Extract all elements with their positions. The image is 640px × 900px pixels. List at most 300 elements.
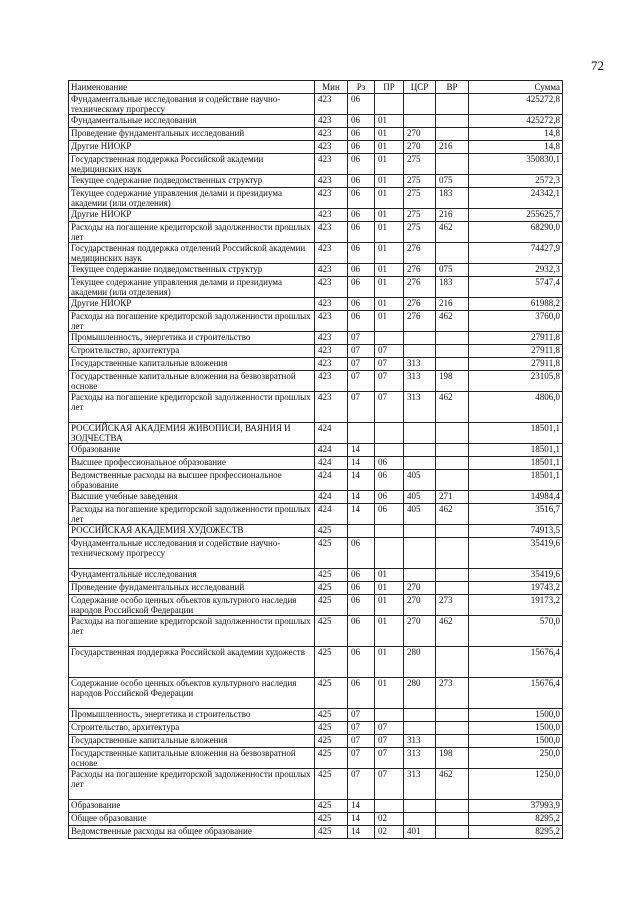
cell-csr [404, 115, 436, 128]
table-row [69, 748, 563, 769]
cell-pr: 07 [375, 748, 404, 769]
cell-rz: 06 [348, 175, 375, 188]
cell-vr [436, 444, 469, 457]
table-row [69, 188, 563, 209]
cell-vr: 273 [436, 678, 469, 709]
cell-sum: 19743,2 [469, 582, 563, 595]
cell-min: 425 [315, 595, 348, 616]
cell-name: Фундаментальные исследования [69, 569, 315, 582]
cell-vr: 462 [436, 392, 469, 423]
cell-sum: 2572,3 [469, 175, 563, 188]
cell-csr: 276 [404, 298, 436, 311]
table-row [69, 277, 563, 298]
table-row [69, 470, 563, 491]
cell-name: Расходы на погашение кредиторской задолженности прошлых лет [69, 311, 315, 332]
cell-rz: 14 [348, 813, 375, 826]
cell-min: 423 [315, 332, 348, 345]
cell-csr: 270 [404, 128, 436, 141]
cell-rz: 06 [348, 311, 375, 332]
cell-csr: 280 [404, 647, 436, 678]
cell-pr [375, 444, 404, 457]
cell-name: Государственные капитальные вложения [69, 735, 315, 748]
header-vr: ВР [436, 81, 469, 94]
cell-rz: 07 [348, 735, 375, 748]
cell-rz: 06 [348, 678, 375, 709]
cell-csr: 313 [404, 735, 436, 748]
cell-csr [404, 444, 436, 457]
cell-min: 423 [315, 371, 348, 392]
cell-min: 423 [315, 115, 348, 128]
cell-sum: 8295,2 [469, 826, 563, 839]
cell-pr: 01 [375, 188, 404, 209]
cell-min: 425 [315, 813, 348, 826]
cell-name: Другие НИОКР [69, 141, 315, 154]
cell-sum: 74427,9 [469, 243, 563, 264]
table-row [69, 209, 563, 222]
cell-rz: 14 [348, 491, 375, 504]
cell-sum: 1250,0 [469, 769, 563, 800]
cell-csr: 405 [404, 470, 436, 491]
cell-pr: 07 [375, 371, 404, 392]
cell-name: Расходы на погашение кредиторской задолженности прошлых лет [69, 616, 315, 647]
table-row [69, 358, 563, 371]
cell-sum: 1500,0 [469, 709, 563, 722]
cell-csr: 313 [404, 769, 436, 800]
cell-min: 423 [315, 311, 348, 332]
cell-name: Общее образование [69, 813, 315, 826]
cell-sum: 5747,4 [469, 277, 563, 298]
cell-name: Образование [69, 444, 315, 457]
cell-csr: 275 [404, 222, 436, 243]
cell-csr: 280 [404, 678, 436, 709]
cell-csr: 276 [404, 277, 436, 298]
cell-sum: 14,8 [469, 141, 563, 154]
cell-csr [404, 332, 436, 345]
table-row [69, 504, 563, 525]
table-row [69, 582, 563, 595]
table-row [69, 115, 563, 128]
cell-csr [404, 457, 436, 470]
cell-sum: 3760,0 [469, 311, 563, 332]
cell-vr [436, 332, 469, 345]
table-row [69, 311, 563, 332]
cell-min: 425 [315, 538, 348, 569]
table-row [69, 332, 563, 345]
cell-min: 425 [315, 769, 348, 800]
table-row [69, 264, 563, 277]
header-rz: Рз [348, 81, 375, 94]
cell-sum: 1500,0 [469, 735, 563, 748]
cell-min: 423 [315, 345, 348, 358]
table-row [69, 94, 563, 115]
table-row [69, 392, 563, 423]
cell-pr: 06 [375, 491, 404, 504]
cell-rz: 14 [348, 457, 375, 470]
cell-min: 425 [315, 735, 348, 748]
cell-csr [404, 94, 436, 115]
cell-sum: 15676,4 [469, 647, 563, 678]
table-row [69, 595, 563, 616]
cell-sum: 27911,8 [469, 332, 563, 345]
cell-pr: 01 [375, 128, 404, 141]
cell-pr: 01 [375, 616, 404, 647]
cell-pr: 01 [375, 141, 404, 154]
cell-name: Расходы на погашение кредиторской задолженности прошлых лет [69, 392, 315, 423]
cell-min: 425 [315, 722, 348, 735]
cell-vr: 198 [436, 748, 469, 769]
cell-min: 423 [315, 358, 348, 371]
cell-sum: 37993,9 [469, 800, 563, 813]
cell-min: 424 [315, 491, 348, 504]
cell-rz: 06 [348, 222, 375, 243]
cell-sum: 1500,0 [469, 722, 563, 735]
cell-vr: 462 [436, 504, 469, 525]
cell-name: Промышленность, энергетика и строительство [69, 332, 315, 345]
cell-name: Ведомственные расходы на общее образование [69, 826, 315, 839]
table-row [69, 813, 563, 826]
cell-csr: 313 [404, 392, 436, 423]
cell-rz: 06 [348, 264, 375, 277]
cell-name: Государственные капитальные вложения [69, 358, 315, 371]
cell-rz [348, 525, 375, 538]
table-row [69, 345, 563, 358]
cell-sum: 68290,0 [469, 222, 563, 243]
cell-vr: 216 [436, 298, 469, 311]
cell-name: Проведение фундаментальных исследований [69, 128, 315, 141]
cell-sum: 24342,1 [469, 188, 563, 209]
cell-pr: 01 [375, 569, 404, 582]
cell-rz: 07 [348, 769, 375, 800]
cell-csr: 275 [404, 154, 436, 175]
table-row [69, 800, 563, 813]
cell-pr: 01 [375, 582, 404, 595]
cell-sum: 350830,1 [469, 154, 563, 175]
cell-min: 424 [315, 470, 348, 491]
cell-pr [375, 800, 404, 813]
cell-rz: 07 [348, 392, 375, 423]
table-row [69, 491, 563, 504]
cell-vr: 075 [436, 264, 469, 277]
header-csr: ЦСР [404, 81, 436, 94]
cell-csr [404, 813, 436, 826]
cell-sum: 14,8 [469, 128, 563, 141]
cell-sum: 2932,3 [469, 264, 563, 277]
table-row [69, 457, 563, 470]
table-row [69, 128, 563, 141]
cell-name: Государственные капитальные вложения на безвозвратной основе [69, 748, 315, 769]
cell-sum: 18501,1 [469, 470, 563, 491]
table-row [69, 423, 563, 444]
cell-sum: 4806,0 [469, 392, 563, 423]
cell-pr [375, 709, 404, 722]
cell-sum: 14984,4 [469, 491, 563, 504]
cell-pr: 01 [375, 298, 404, 311]
cell-vr: 462 [436, 311, 469, 332]
table-body [69, 94, 563, 839]
header-name: Наименование [69, 81, 315, 94]
cell-name: Содержание особо ценных объектов культурного наследия народов Российской Федерации [69, 595, 315, 616]
cell-min: 425 [315, 616, 348, 647]
cell-rz: 06 [348, 569, 375, 582]
cell-name: Образование [69, 800, 315, 813]
cell-name: Содержание особо ценных объектов культурного наследия народов Российской Федерации [69, 678, 315, 709]
cell-rz [348, 423, 375, 444]
cell-sum: 8295,2 [469, 813, 563, 826]
cell-rz: 14 [348, 444, 375, 457]
cell-pr: 07 [375, 769, 404, 800]
cell-rz: 07 [348, 358, 375, 371]
cell-sum: 425272,8 [469, 94, 563, 115]
cell-vr: 216 [436, 141, 469, 154]
cell-csr [404, 800, 436, 813]
cell-name: Проведение фундаментальных исследований [69, 582, 315, 595]
cell-pr: 07 [375, 392, 404, 423]
table-row [69, 222, 563, 243]
table-row [69, 175, 563, 188]
cell-vr: 462 [436, 222, 469, 243]
cell-vr: 183 [436, 188, 469, 209]
cell-min: 425 [315, 709, 348, 722]
cell-min: 425 [315, 748, 348, 769]
cell-csr: 270 [404, 141, 436, 154]
cell-pr: 01 [375, 678, 404, 709]
cell-name: Фундаментальные исследования и содействие научно-техническому прогрессу [69, 538, 315, 569]
cell-vr [436, 582, 469, 595]
cell-csr: 275 [404, 209, 436, 222]
cell-vr: 271 [436, 491, 469, 504]
table-row [69, 525, 563, 538]
cell-min: 424 [315, 423, 348, 444]
cell-min: 423 [315, 222, 348, 243]
cell-pr: 01 [375, 311, 404, 332]
table-row [69, 722, 563, 735]
cell-name: Расходы на погашение кредиторской задолженности прошлых лет [69, 222, 315, 243]
cell-name: Высшее профессиональное образование [69, 457, 315, 470]
table-row [69, 709, 563, 722]
cell-vr [436, 154, 469, 175]
cell-rz: 06 [348, 243, 375, 264]
cell-rz: 07 [348, 332, 375, 345]
cell-rz: 07 [348, 709, 375, 722]
cell-sum: 250,0 [469, 748, 563, 769]
cell-sum: 27911,8 [469, 345, 563, 358]
cell-csr: 313 [404, 748, 436, 769]
cell-csr: 405 [404, 491, 436, 504]
cell-min: 425 [315, 678, 348, 709]
cell-pr: 01 [375, 647, 404, 678]
table-row [69, 826, 563, 839]
cell-name: Строительство, архитектура [69, 722, 315, 735]
header-sum: Сумма [469, 81, 563, 94]
cell-rz: 06 [348, 298, 375, 311]
cell-name: Текущее содержание подведомственных структур [69, 264, 315, 277]
cell-pr: 01 [375, 115, 404, 128]
cell-vr [436, 243, 469, 264]
cell-min: 423 [315, 94, 348, 115]
cell-rz: 14 [348, 504, 375, 525]
cell-pr [375, 423, 404, 444]
cell-min: 425 [315, 647, 348, 678]
cell-rz: 06 [348, 538, 375, 569]
cell-csr: 313 [404, 358, 436, 371]
cell-pr: 01 [375, 595, 404, 616]
table-row [69, 141, 563, 154]
table-row [69, 243, 563, 264]
cell-sum: 18501,1 [469, 457, 563, 470]
cell-rz: 06 [348, 115, 375, 128]
cell-name: РОССИЙСКАЯ АКАДЕМИЯ ЖИВОПИСИ, ВАЯНИЯ И ЗОДЧЕСТВА [69, 423, 315, 444]
cell-vr [436, 94, 469, 115]
cell-pr: 07 [375, 358, 404, 371]
cell-vr [436, 569, 469, 582]
cell-csr: 270 [404, 595, 436, 616]
table-row [69, 769, 563, 800]
cell-min: 423 [315, 154, 348, 175]
cell-name: Фундаментальные исследования и содействие научно-техническому прогрессу [69, 94, 315, 115]
cell-name: Другие НИОКР [69, 209, 315, 222]
cell-csr: 276 [404, 311, 436, 332]
cell-name: Высшие учебные заведения [69, 491, 315, 504]
cell-csr [404, 538, 436, 569]
cell-csr: 313 [404, 371, 436, 392]
cell-min: 423 [315, 392, 348, 423]
cell-pr: 02 [375, 813, 404, 826]
cell-pr [375, 538, 404, 569]
cell-csr [404, 423, 436, 444]
table-row [69, 569, 563, 582]
cell-pr: 01 [375, 243, 404, 264]
cell-pr: 06 [375, 470, 404, 491]
cell-rz: 07 [348, 345, 375, 358]
cell-min: 423 [315, 175, 348, 188]
cell-name: Текущее содержание управления делами и президиума академии (или отделения) [69, 277, 315, 298]
cell-rz: 06 [348, 188, 375, 209]
cell-pr: 07 [375, 345, 404, 358]
cell-min: 423 [315, 209, 348, 222]
cell-csr: 275 [404, 188, 436, 209]
table-row [69, 538, 563, 569]
cell-name: Государственная поддержка Российской академии художеств [69, 647, 315, 678]
cell-sum: 61988,2 [469, 298, 563, 311]
cell-pr: 01 [375, 209, 404, 222]
cell-name: Государственная поддержка отделений Российской академии медицинских наук [69, 243, 315, 264]
cell-name: РОССИЙСКАЯ АКАДЕМИЯ ХУДОЖЕСТВ [69, 525, 315, 538]
cell-name: Расходы на погашение кредиторской задолженности прошлых лет [69, 504, 315, 525]
cell-rz: 07 [348, 371, 375, 392]
cell-rz: 06 [348, 209, 375, 222]
cell-vr: 462 [436, 616, 469, 647]
cell-name: Текущее содержание подведомственных структур [69, 175, 315, 188]
cell-csr: 270 [404, 616, 436, 647]
header-min: Мин [315, 81, 348, 94]
table-header-row [69, 81, 563, 94]
cell-vr [436, 722, 469, 735]
cell-csr: 276 [404, 243, 436, 264]
cell-pr: 06 [375, 504, 404, 525]
cell-rz: 06 [348, 582, 375, 595]
cell-rz: 06 [348, 154, 375, 175]
cell-csr: 270 [404, 582, 436, 595]
cell-min: 423 [315, 298, 348, 311]
cell-min: 424 [315, 504, 348, 525]
table-row [69, 154, 563, 175]
cell-sum: 23105,8 [469, 371, 563, 392]
cell-min: 423 [315, 243, 348, 264]
cell-name: Строительство, архитектура [69, 345, 315, 358]
cell-min: 424 [315, 457, 348, 470]
cell-min: 424 [315, 444, 348, 457]
cell-csr [404, 345, 436, 358]
cell-csr: 405 [404, 504, 436, 525]
cell-vr [436, 470, 469, 491]
cell-sum: 15676,4 [469, 678, 563, 709]
cell-vr [436, 115, 469, 128]
cell-vr [436, 538, 469, 569]
table-row [69, 647, 563, 678]
cell-rz: 07 [348, 722, 375, 735]
cell-min: 423 [315, 128, 348, 141]
cell-vr [436, 709, 469, 722]
cell-min: 423 [315, 188, 348, 209]
table-row [69, 735, 563, 748]
cell-pr: 01 [375, 264, 404, 277]
cell-min: 425 [315, 800, 348, 813]
cell-sum: 255625,7 [469, 209, 563, 222]
table-row [69, 371, 563, 392]
cell-vr [436, 345, 469, 358]
cell-sum: 74913,5 [469, 525, 563, 538]
cell-pr [375, 94, 404, 115]
cell-pr: 01 [375, 277, 404, 298]
cell-csr: 276 [404, 264, 436, 277]
cell-vr [436, 423, 469, 444]
cell-pr: 01 [375, 154, 404, 175]
cell-min: 423 [315, 264, 348, 277]
cell-min: 425 [315, 569, 348, 582]
cell-rz: 06 [348, 277, 375, 298]
table-row [69, 444, 563, 457]
cell-csr [404, 709, 436, 722]
cell-name: Государственная поддержка Российской академии медицинских наук [69, 154, 315, 175]
cell-pr [375, 332, 404, 345]
cell-name: Фундаментальные исследования [69, 115, 315, 128]
cell-vr [436, 128, 469, 141]
cell-vr [436, 800, 469, 813]
cell-min: 423 [315, 277, 348, 298]
cell-pr: 07 [375, 722, 404, 735]
cell-rz: 14 [348, 826, 375, 839]
cell-min: 425 [315, 826, 348, 839]
cell-pr: 07 [375, 735, 404, 748]
cell-sum: 3516,7 [469, 504, 563, 525]
header-pr: ПР [375, 81, 404, 94]
cell-vr [436, 826, 469, 839]
cell-sum: 27911,8 [469, 358, 563, 371]
cell-pr [375, 525, 404, 538]
cell-vr [436, 457, 469, 470]
cell-pr: 01 [375, 222, 404, 243]
cell-name: Государственные капитальные вложения на безвозвратной основе [69, 371, 315, 392]
cell-sum: 19173,2 [469, 595, 563, 616]
cell-min: 423 [315, 141, 348, 154]
cell-vr: 462 [436, 769, 469, 800]
cell-sum: 425272,8 [469, 115, 563, 128]
cell-name: Расходы на погашение кредиторской задолженности прошлых лет [69, 769, 315, 800]
cell-rz: 06 [348, 595, 375, 616]
cell-vr: 216 [436, 209, 469, 222]
cell-pr: 01 [375, 175, 404, 188]
cell-pr: 06 [375, 457, 404, 470]
